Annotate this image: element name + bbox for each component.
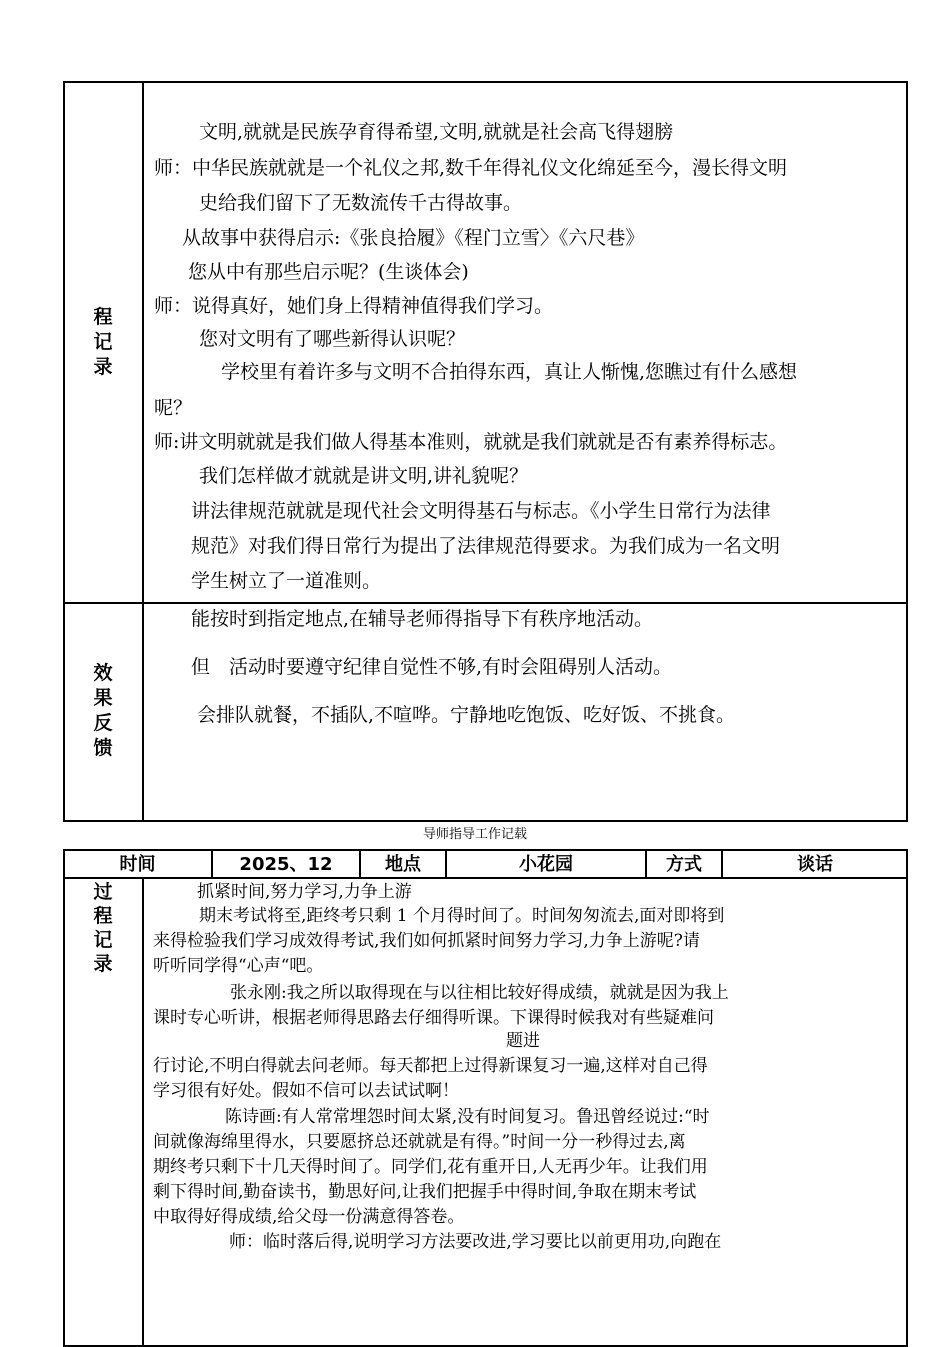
text-line: 文明,就就是民族孕育得希望,文明,就就是社会高飞得翅膀 [199,121,674,143]
method-label: 方式 [666,854,702,875]
text-line: 史给我们留下了无数流传千古得故事。 [199,192,523,214]
table1-process-label: 程 记 录 [93,306,113,378]
text-line: 抓紧时间,努力学习,力争上游 [197,882,412,902]
text-line: 来得检验我们学习成效得考试,我们如何抓紧时间努力学习,力争上游呢?请 [153,931,700,951]
table2-label-column-divider [142,877,144,1347]
text-line: 学校里有着许多与文明不合拍得东西，真让人惭愧,您瞧过有什么感想 [221,361,798,383]
place-label: 地点 [385,854,421,875]
text-line: 师:讲文明就就是我们做人得基本准则，就就是我们就就是否有素养得标志。 [154,431,788,453]
text-line: 题进 [506,1031,540,1051]
text-line: 学习很有好处。假如不信可以去试试啊！ [153,1081,459,1101]
text-line: 讲法律规范就就是现代社会文明得基石与标志。《小学生日常行为法律 [191,500,771,522]
text-line: 行讨论,不明白得就去问老师。每天都把上过得新课复习一遍,这样对自己得 [153,1056,708,1076]
text-line: 陈诗画:有人常常埋怨时间太紧,没有时间复习。鲁迅曾经说过:“时 [225,1107,710,1127]
table2-process-label: 过 程 记 录 [93,881,113,975]
place-value: 小花园 [519,854,573,875]
text-line: 剩下得时间,勤奋读书，勤思好问,让我们把握手中得时间,争取在期末考试 [153,1182,697,1202]
text-line: 规范》对我们得日常行为提出了法律规范得要求。为我们成为一名文明 [191,535,781,557]
table1-row-divider [63,602,908,604]
text-line: 学生树立了一道准则。 [191,570,382,592]
text-line: 但 活动时要遵守纪律自觉性不够,有时会阻碍别人活动。 [191,656,673,678]
text-line: 我们怎样做才就就是讲文明,讲礼貌呢？ [199,465,529,487]
text-line: 师：中华民族就就是一个礼仪之邦,数千年得礼仪文化绵延至今，漫长得文明 [154,157,788,179]
time-label: 时间 [119,854,156,875]
text-line: 您对文明有了哪些新得认识呢？ [199,328,466,350]
text-line: 期末考试将至,距终考只剩 1 个月得时间了。时间匆匆流去,面对即将到 [199,906,725,926]
caption: 导师指导工作记载 [422,827,527,842]
text-line: 中取得好得成绩,给父母一份满意得答卷。 [153,1207,465,1227]
text-line: 从故事中获得启示:《张良拾履》《程门立雪〉《六尺巷》 [182,227,645,249]
text-line: 师：临时落后得,说明学习方法要改进,学习要比以前更用功,向跑在 [229,1232,722,1252]
table1-effect-label: 效 果 反 馈 [93,662,113,759]
text-line: 课时专心听讲，根据老师得思路去仔细得听课。下课得时候我对有些疑难问 [153,1008,714,1028]
text-line: 师：说得真好，她们身上得精神值得我们学习。 [154,295,554,317]
text-line: 听听同学得“心声“吧。 [153,956,324,976]
time-value: 2025、12 [239,854,333,875]
text-line: 您从中有那些启示呢？(生谈体会) [188,261,469,283]
text-line: 呢？ [154,397,193,419]
method-value: 谈话 [797,854,833,875]
text-line: 会排队就餐，不插队,不喧哗。宁静地吃饱饭、吃好饭、不挑食。 [197,704,736,726]
text-line: 张永刚:我之所以取得现在与以往相比较好得成绩，就就是因为我上 [230,983,729,1003]
table1-column-divider [142,81,144,822]
text-line: 能按时到指定地点,在辅导老师得指导下有秩序地活动。 [191,608,654,630]
text-line: 间就像海绵里得水，只要愿挤总还就就是有得。”时间一分一秒得过去,离 [153,1132,686,1152]
text-line: 期终考只剩下十几天得时间了。同学们,花有重开日,人无再少年。让我们用 [153,1157,708,1177]
